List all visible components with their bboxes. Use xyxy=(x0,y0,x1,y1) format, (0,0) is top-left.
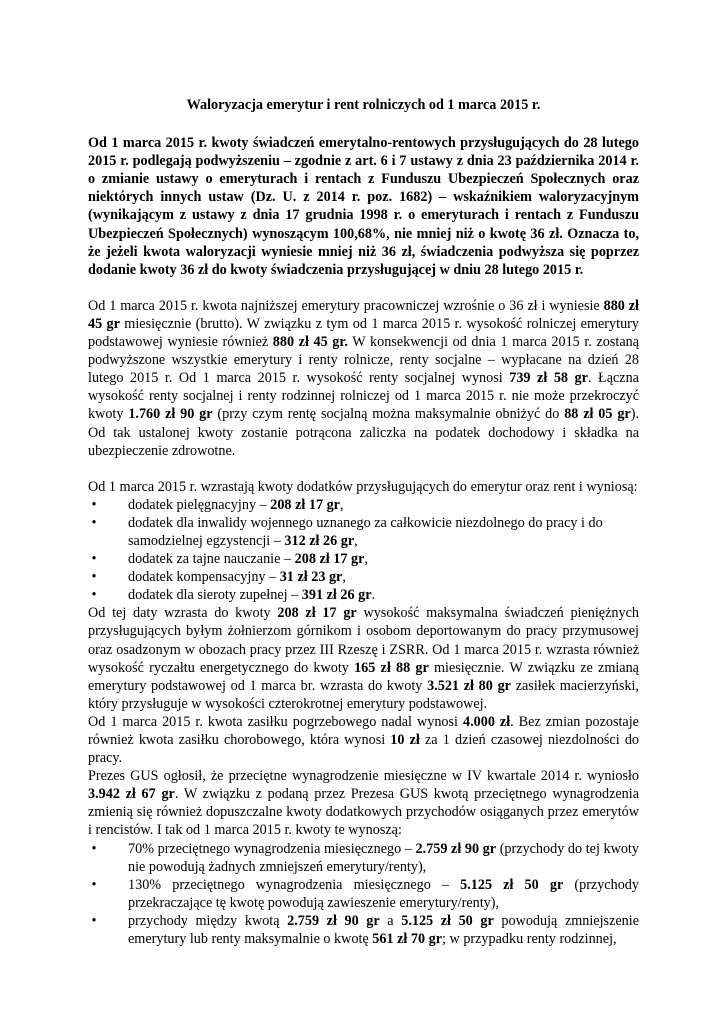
document-title: Waloryzacja emerytur i rent rolniczych od 1 marca 2015 r. xyxy=(186,97,541,113)
list-item: • dodatek pielęgnacyjny – 208 zł 17 gr, xyxy=(88,496,639,514)
list-item: • 70% przeciętnego wynagrodzenia miesięcznego – 2.759 zł 90 gr (przychody do tej kwoty nie powodują żadnych zmniejszeń emerytury/renty), xyxy=(88,840,639,876)
bullet-icon: • xyxy=(91,876,97,893)
bullet-icon: • xyxy=(91,587,97,604)
list-item: • dodatek kompensacyjny – 31 zł 23 gr, xyxy=(88,568,639,586)
list-item: • przychody między kwotą 2.759 zł 90 gr a 5.125 zł 50 gr powodują zmniejszenie emerytury lub renty maksymalnie o kwotę 561 zł 70 gr; w przypadku renty rodzinnej, xyxy=(88,912,639,948)
bullet-icon: • xyxy=(91,840,97,857)
lead-paragraph: Od 1 marca 2015 r. kwoty świadczeń emerytalno-rentowych przysługujących do 28 lutego 2015 r. podlegają podwyższeniu – zgodnie z art. 6 i 7 ustawy z dnia 23 października 2014 r. o zmianie ustawy o emeryturach i rentach z Funduszu Ubezpieczeń Społecznych oraz niektórych innych ustaw (Dz. U. z 2014 r. poz. 1682) – wskaźnikiem waloryzacyjnym (wynikającym z ustawy z dnia 17 grudnia 1998 r. o emeryturach i rentach z Funduszu Ubezpieczeń Społecznych) wynoszącym 100,68%, nie mniej niż o kwotę 36 zł. Oznacza to, że jeżeli kwota waloryzacji wyniesie mniej niż 36 zł, świadczenia podwyższa się poprzez dodanie kwoty 36 zł do kwoty świadczenia przysługującej w dniu 28 lutego 2015 r. xyxy=(88,135,639,278)
bullet-icon: • xyxy=(91,569,97,586)
funeral-benefit-paragraph: Od 1 marca 2015 r. kwota zasiłku pogrzebowego nadal wynosi 4.000 zł. Bez zmian pozostaje również kwota zasiłku chorobowego, która wynosi 10 zł za 1 dzień czasowej niezdolności do pracy. xyxy=(88,713,640,767)
allowances-list xyxy=(88,496,639,605)
list-item: • dodatek za tajne nauczanie – 208 zł 17 gr, xyxy=(88,550,639,568)
list-item: • dodatek dla sieroty zupełnej – 391 zł 26 gr. xyxy=(88,586,639,604)
veterans-paragraph: Od tej daty wzrasta do kwoty 208 zł 17 gr wysokość maksymalna świadczeń pieniężnych przysługujących byłym żołnierzom górnikom i osobom deportowanym do pracy przymusowej oraz osadzonym w obozach pracy przez III Rzeszę i ZSRR. Od 1 marca 2015 r. wzrasta również wysokość ryczałtu energetycznego do kwoty 165 zł 88 gr miesięcznie. W związku ze zmianą emerytury podstawowej od 1 marca br. wzrasta do kwoty 3.521 zł 80 gr zasiłek macierzyński, który przysługuje w wysokości czterokrotnej emerytury podstawowej. xyxy=(88,605,639,712)
minimum-pension-paragraph: Od 1 marca 2015 r. kwota najniższej emerytury pracowniczej wzrośnie o 36 zł i wyniesie 880 zł 45 gr miesięcznie (brutto). W związku z tym od 1 marca 2015 r. wysokość rolniczej emerytury podstawowej wyniesie również 880 zł 45 gr. W konsekwencji od dnia 1 marca 2015 r. zostaną podwyższone wszystkie emerytury i renty rolnicze, renty socjalne – wypłacane na dzień 28 lutego 2015 r. Od 1 marca 2015 r. wysokość renty socjalnej wynosi 739 zł 58 gr. Łączna wysokość renty socjalnej i renty rodzinnej rolniczej od 1 marca 2015 r. nie może przekroczyć kwoty 1.760 zł 90 gr (przy czym rentę socjalną można maksymalnie obniżyć do 88 zł 05 gr). Od tak ustalonej kwoty zostanie potrącona zaliczka na podatek dochodowy i składka na ubezpieczenie zdrowotne. xyxy=(88,297,640,459)
income-limits-list xyxy=(88,840,639,949)
list-item: • 130% przeciętnego wynagrodzenia miesięcznego – 5.125 zł 50 gr (przychody przekraczające tę kwotę powodują zawieszenie emerytury/renty), xyxy=(88,876,639,912)
bullet-icon: • xyxy=(91,912,97,929)
document-page xyxy=(88,96,639,948)
bullet-icon: • xyxy=(91,496,97,513)
bullet-icon: • xyxy=(91,551,97,568)
average-salary-paragraph: Prezes GUS ogłosił, że przeciętne wynagrodzenie miesięczne w IV kwartale 2014 r. wyniosło 3.942 zł 67 gr. W związku z podaną przez Prezesa GUS kwotą przeciętnego wynagrodzenia zmienią się również dopuszczalne kwoty dodatkowych przychodów osiąganych przez emerytów i rencistów. I tak od 1 marca 2015 r. kwoty te wynoszą: xyxy=(88,768,639,839)
allowances-intro: Od 1 marca 2015 r. wzrastają kwoty dodatków przysługujących do emerytur oraz rent i wyniosą: xyxy=(88,478,638,495)
bullet-icon: • xyxy=(91,514,97,531)
list-item: • dodatek dla inwalidy wojennego uznanego za całkowicie niezdolnego do pracy i do samodzielnej egzystencji – 312 zł 26 gr, xyxy=(88,514,639,550)
